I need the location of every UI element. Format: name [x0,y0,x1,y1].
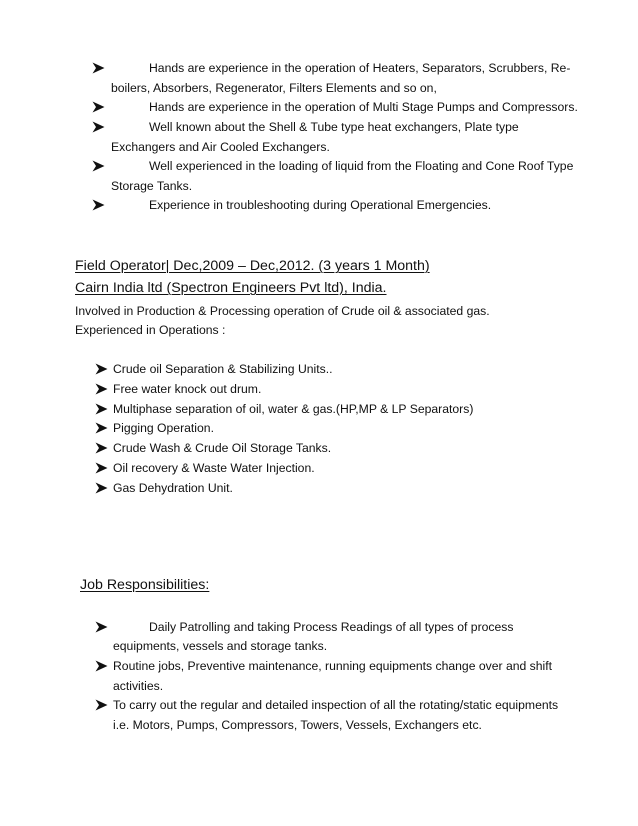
arrow-bullet-icon [95,462,108,474]
list-item: Pigging Operation. [113,421,214,435]
arrow-bullet-icon [92,121,105,133]
arrow-bullet-icon [92,101,105,113]
list-item: Crude oil Separation & Stabilizing Units.. [113,362,333,376]
list-item-text: Hands are experience in the operation of Multi Stage Pumps and Compressors. [149,100,578,114]
list-item-text: boilers, Absorbers, Regenerator, Filters Elements and so on, [111,81,437,95]
list-item-text: Well known about the Shell & Tube type heat exchangers, Plate type [149,120,519,134]
list-item: Oil recovery & Waste Water Injection. [113,461,315,475]
list-item: Gas Dehydration Unit. [113,481,233,495]
arrow-bullet-icon [92,160,105,172]
arrow-bullet-icon [95,383,108,395]
list-item-text: Storage Tanks. [111,179,193,193]
responsibilities-heading: Job Responsibilities: [80,577,210,593]
list-item-text: activities. [113,679,164,693]
arrow-bullet-icon [95,442,108,454]
arrow-bullet-icon [95,482,108,494]
list-item: Multiphase separation of oil, water & gas.(HP,MP & LP Separators) [113,402,474,416]
list-item-text: Well experienced in the loading of liquid from the Floating and Cone Roof Type [149,159,574,173]
company-heading: Cairn India ltd (Spectron Engineers Pvt ltd), India. [75,280,387,296]
list-item-text: Daily Patrolling and taking Process Readings of all types of process [149,620,514,634]
operations-label: Experienced in Operations : [75,323,226,337]
arrow-bullet-icon [95,660,108,672]
list-item-text: Hands are experience in the operation of Heaters, Separators, Scrubbers, Re- [149,61,571,75]
summary-text: Involved in Production & Processing operation of Crude oil & associated gas. [75,304,490,318]
job-title-heading: Field Operator| Dec,2009 – Dec,2012. (3 years 1 Month) [75,258,430,274]
arrow-bullet-icon [95,363,108,375]
list-item: Crude Wash & Crude Oil Storage Tanks. [113,441,332,455]
arrow-bullet-icon [95,621,108,633]
list-item: Free water knock out drum. [113,382,262,396]
arrow-bullet-icon [92,199,105,211]
list-item-text: To carry out the regular and detailed inspection of all the rotating/static equipments [113,698,559,712]
list-item-text: Exchangers and Air Cooled Exchangers. [111,140,330,154]
list-item-text: Experience in troubleshooting during Operational Emergencies. [149,198,492,212]
arrow-bullet-icon [95,403,108,415]
list-item-text: Routine jobs, Preventive maintenance, running equipments change over and shift [113,659,553,673]
list-item-text: i.e. Motors, Pumps, Compressors, Towers, Vessels, Exchangers etc. [113,718,482,732]
arrow-bullet-icon [92,62,105,74]
list-item-text: equipments, vessels and storage tanks. [113,639,328,653]
arrow-bullet-icon [95,699,108,711]
arrow-bullet-icon [95,422,108,434]
